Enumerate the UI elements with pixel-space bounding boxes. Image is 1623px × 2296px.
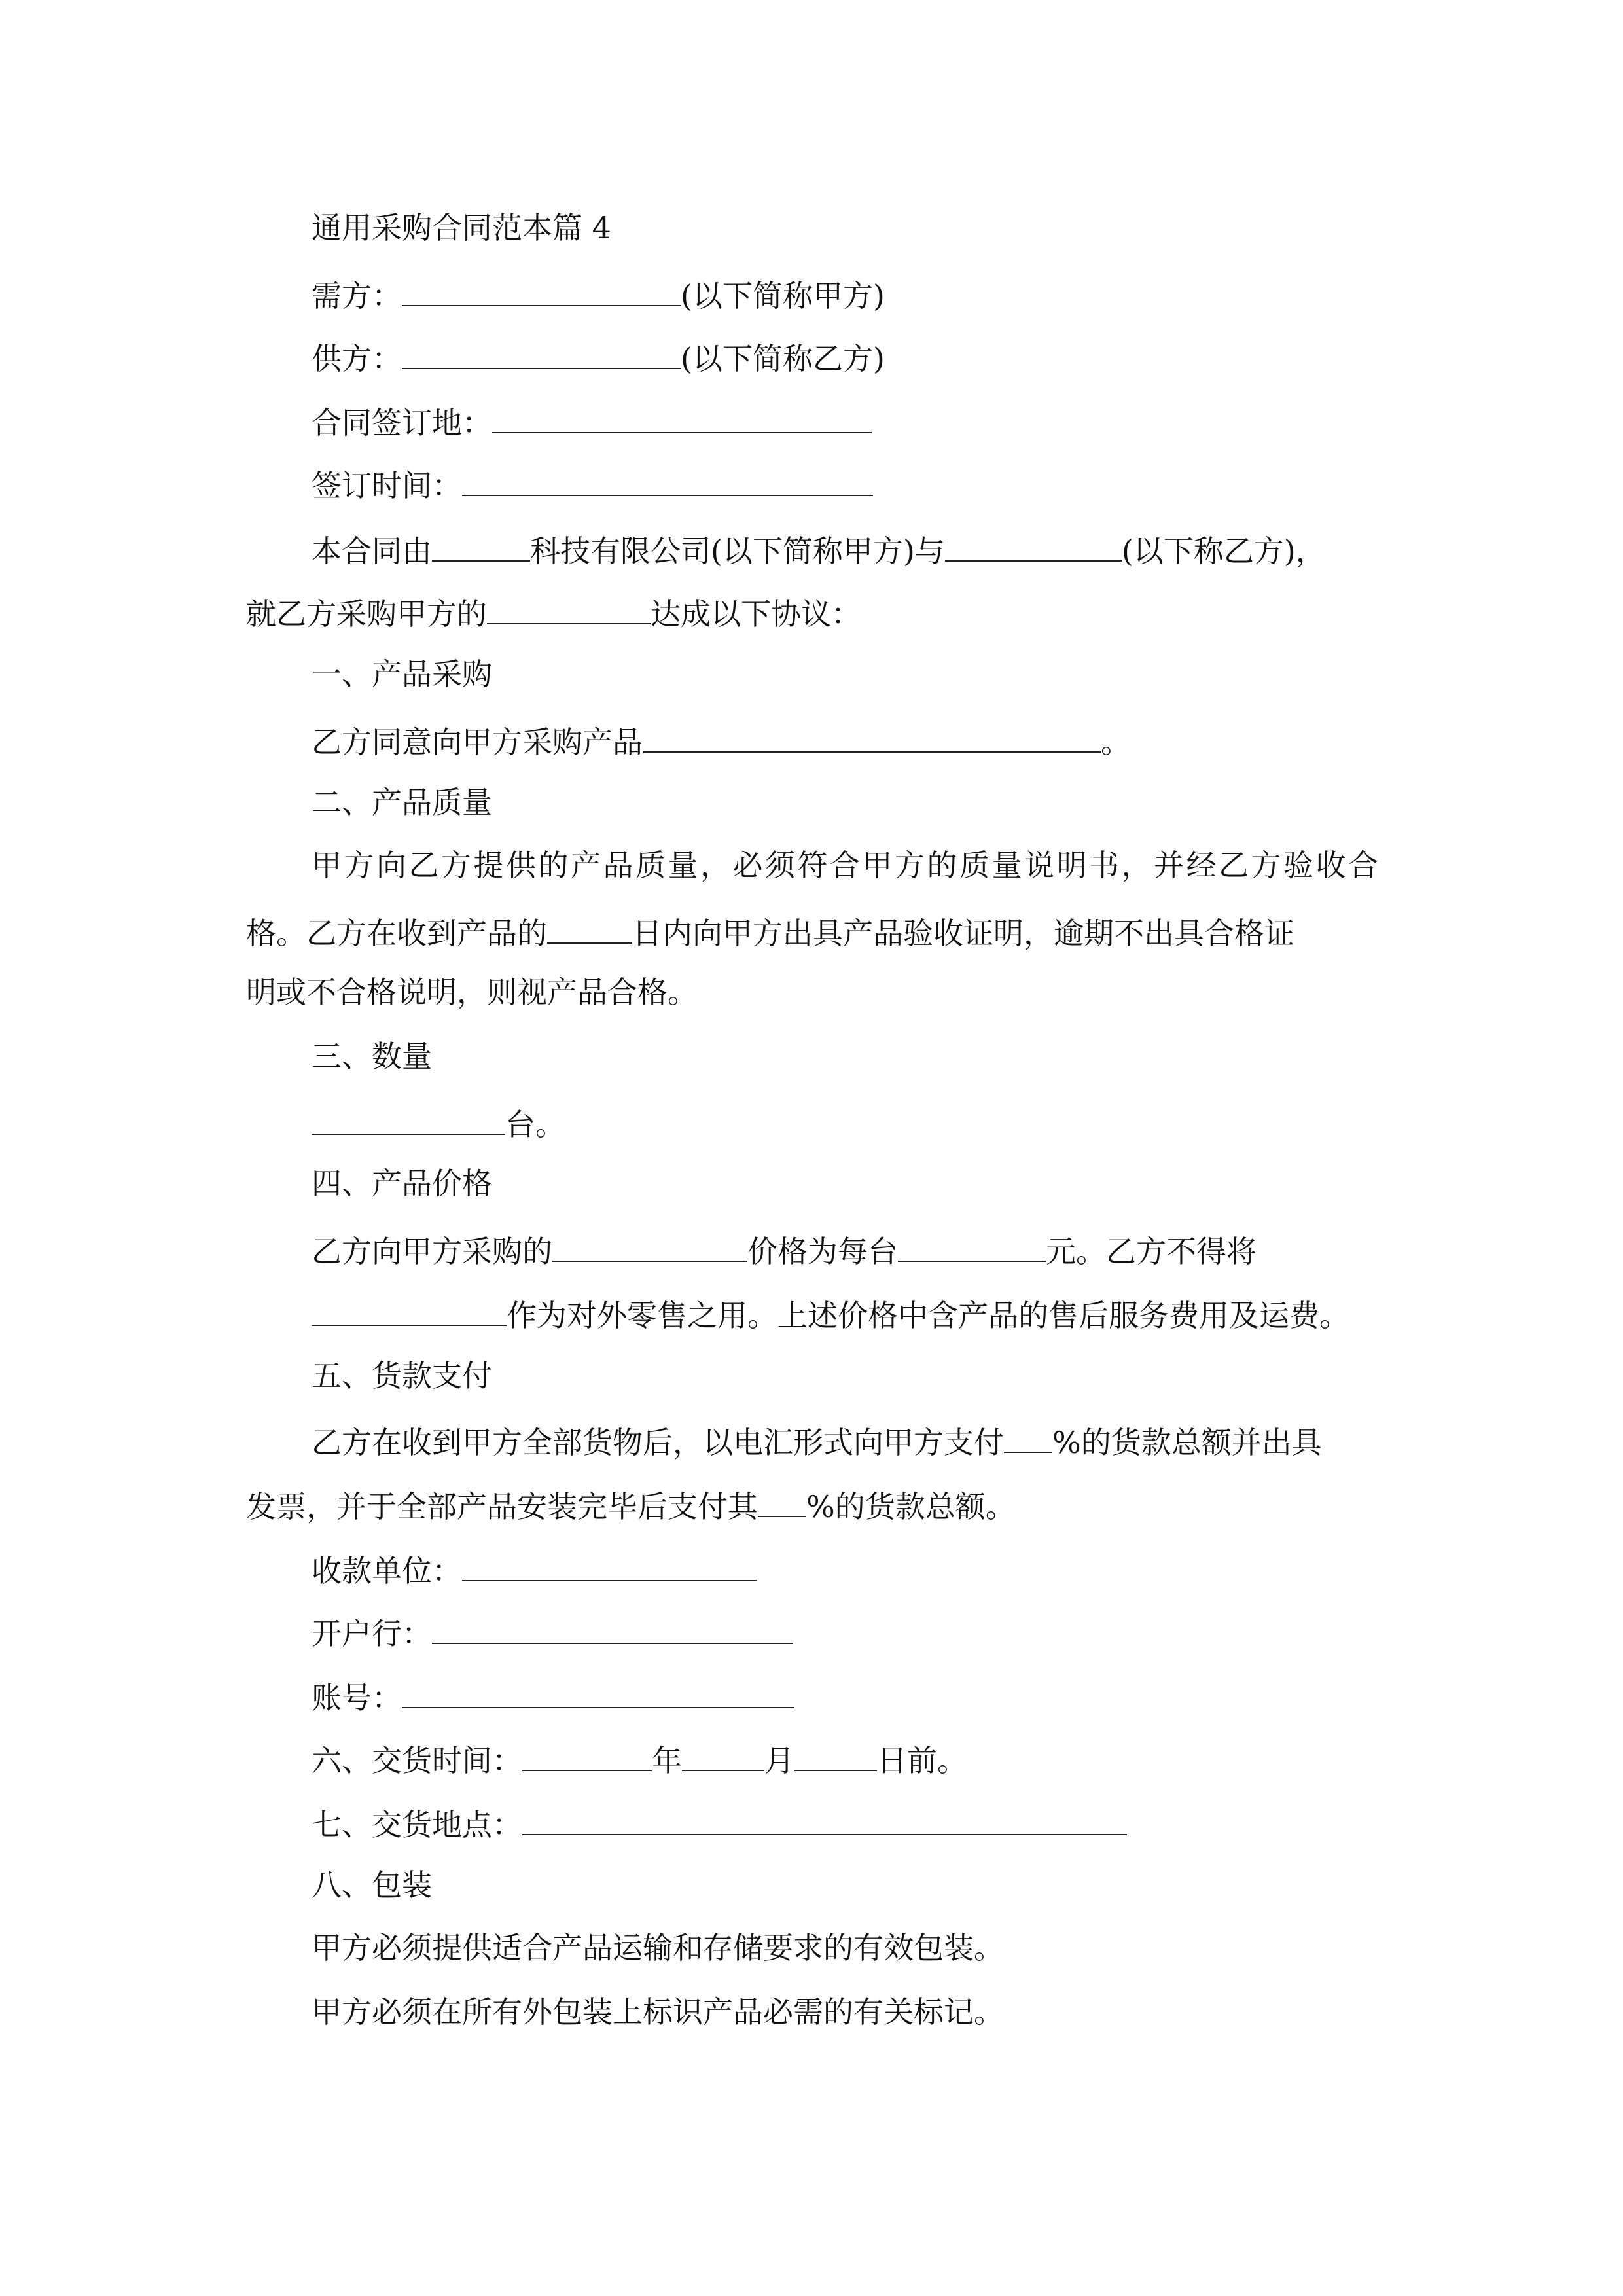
account-line (312, 1673, 794, 1715)
delivery-time-line (312, 1736, 967, 1778)
section-5-line-2 (246, 1482, 1016, 1524)
packaging-line-2: 甲方必须在所有外包装上标识产品必需的有关标记。 (312, 1994, 1004, 2030)
first-payment-percent-blank[interactable] (1004, 1418, 1052, 1453)
signing-time-label: 签订时间： (312, 468, 462, 503)
purchase-item-blank[interactable] (487, 589, 651, 624)
quantity-line (312, 1100, 565, 1141)
section-2-line-3: 明或不合格说明，则视产品合格。 (246, 975, 698, 1010)
delivery-day-unit: 日前。 (877, 1743, 967, 1778)
section-4-text-c: 元。乙方不得将 (1046, 1234, 1257, 1269)
intro-text-b: 科技有限公司(以下简称甲方)与 (530, 533, 945, 569)
payee-label: 收款单位： (312, 1553, 462, 1588)
bank-line (312, 1609, 793, 1651)
section-1-text (312, 717, 1131, 759)
supply-party-line (312, 334, 885, 376)
section-4-text-a: 乙方向甲方采购的 (312, 1234, 552, 1269)
demand-party-line (312, 271, 885, 313)
delivery-place-label: 七、交货地点： (312, 1807, 522, 1842)
supply-party-blank[interactable] (402, 334, 681, 369)
section-5-line-1 (312, 1418, 1322, 1460)
delivery-place-blank[interactable] (522, 1800, 1127, 1835)
quantity-blank[interactable] (312, 1100, 505, 1135)
company-name-blank[interactable] (432, 526, 530, 562)
bank-blank[interactable] (432, 1609, 793, 1644)
section-2-text-a: 格。乙方在收到产品的 (246, 916, 547, 951)
document-title: 通用采购合同范本篇 4 (312, 210, 611, 245)
section-4-heading: 四、产品价格 (312, 1166, 492, 1201)
intro-text-e: 达成以下协议： (651, 596, 861, 632)
delivery-day-blank[interactable] (794, 1736, 877, 1771)
section-1-heading: 一、产品采购 (312, 656, 492, 692)
section-4-text-b: 价格为每台 (747, 1234, 898, 1269)
section-4-line-1 (312, 1227, 1257, 1268)
section-5-text-d: %的货款总额。 (806, 1489, 1016, 1524)
quantity-unit: 台。 (505, 1107, 565, 1142)
demand-party-blank[interactable] (402, 271, 681, 306)
signing-place-label: 合同签订地： (312, 405, 492, 440)
intro-text-c: (以下称乙方)， (1121, 533, 1326, 569)
signing-time-blank[interactable] (462, 461, 873, 496)
unit-price-blank[interactable] (898, 1227, 1046, 1262)
bank-label: 开户行： (312, 1616, 432, 1651)
section-4-text-d: 作为对外零售之用。上述价格中含产品的售后服务费用及运费。 (507, 1298, 1349, 1333)
section-4-line-2 (312, 1291, 1349, 1333)
packaging-line-1: 甲方必须提供适合产品运输和存储要求的有效包装。 (312, 1930, 1004, 1965)
account-label: 账号： (312, 1680, 402, 1715)
intro-line-1 (312, 526, 1326, 568)
inspection-days-blank[interactable] (547, 908, 632, 944)
delivery-year-unit: 年 (652, 1743, 682, 1778)
final-payment-percent-blank[interactable] (758, 1482, 806, 1517)
supply-party-label: 供方： (312, 341, 402, 376)
demand-party-label: 需方： (312, 278, 402, 314)
intro-text-a: 本合同由 (312, 533, 432, 569)
delivery-place-line (312, 1800, 1127, 1842)
product-name-blank[interactable] (643, 717, 1101, 753)
intro-line-2 (246, 589, 861, 631)
section-5-text-c: 发票，并于全部产品安装完毕后支付其 (246, 1489, 758, 1524)
signing-time-line (312, 461, 873, 503)
section-1-label: 乙方同意向甲方采购产品 (312, 725, 643, 760)
section-2-line-1: 甲方向乙方提供的产品质量，必须符合甲方的质量说明书，并经乙方验收合 (312, 848, 1378, 883)
section-5-heading: 五、货款支付 (312, 1358, 492, 1393)
delivery-month-unit: 月 (764, 1743, 794, 1778)
payee-line (312, 1546, 757, 1588)
section-1-end: 。 (1101, 725, 1131, 760)
party-b-name-blank[interactable] (945, 526, 1122, 562)
signing-place-blank[interactable] (492, 398, 872, 433)
delivery-month-blank[interactable] (682, 1736, 764, 1771)
section-2-line-2 (246, 908, 1378, 950)
payee-blank[interactable] (462, 1546, 757, 1581)
signing-place-line (312, 398, 872, 440)
retail-item-blank[interactable] (312, 1291, 507, 1326)
delivery-time-label: 六、交货时间： (312, 1743, 522, 1778)
price-product-blank[interactable] (552, 1227, 747, 1262)
section-5-text-b: %的货款总额并出具 (1052, 1425, 1322, 1460)
delivery-year-blank[interactable] (522, 1736, 652, 1771)
intro-text-d: 就乙方采购甲方的 (246, 596, 487, 632)
section-5-text-a: 乙方在收到甲方全部货物后，以电汇形式向甲方支付 (312, 1425, 1004, 1460)
section-8-heading: 八、包装 (312, 1867, 432, 1903)
section-3-heading: 三、数量 (312, 1039, 432, 1074)
section-2-heading: 二、产品质量 (312, 785, 492, 820)
supply-party-suffix: (以下简称乙方) (681, 341, 885, 376)
demand-party-suffix: (以下简称甲方) (681, 278, 885, 314)
section-2-text-b: 日内向甲方出具产品验收证明，逾期不出具合格证 (632, 916, 1294, 951)
account-blank[interactable] (402, 1673, 794, 1708)
